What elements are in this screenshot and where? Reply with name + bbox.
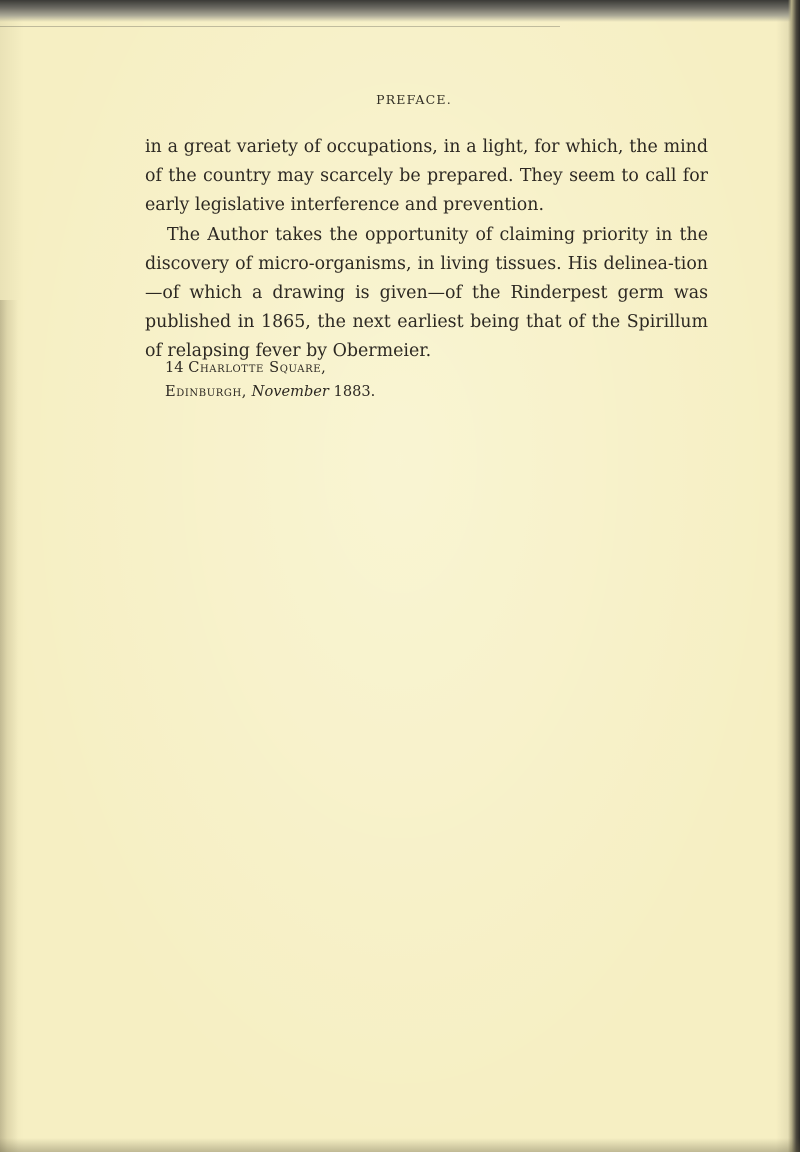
right-page-edge (788, 0, 800, 1152)
body-text (145, 133, 708, 367)
signoff-month: November (251, 383, 329, 400)
paragraph-continued: in a great variety of occupations, in a light, for which, the mind of the country may scarcely be prepared. They seem to call for early legislative interference and prevention. (145, 137, 708, 216)
top-rule-line (0, 26, 560, 27)
signoff-block (165, 356, 375, 404)
bottom-page-edge (0, 1138, 800, 1152)
address-number: 14 (165, 359, 184, 376)
signoff-city: Edinburgh, (165, 383, 248, 400)
signoff-year: 1883. (333, 383, 376, 400)
left-binding-shadow (0, 300, 18, 1152)
running-head: PREFACE. (376, 92, 452, 107)
address-street: Charlotte Square, (188, 359, 327, 376)
signoff-date-line (165, 380, 375, 404)
signoff-address-line (165, 356, 375, 380)
top-page-edge (0, 0, 800, 22)
paragraph-priority-claim: The Author takes the opportunity of claiming priority in the discovery of micro-organisms, in living tissues. His delinea-tion—of which a drawing is given—of the Rinderpest germ was published in 1865, the next earliest being that of the Spirillum of relapsing fever by Obermeier. (145, 224, 708, 362)
